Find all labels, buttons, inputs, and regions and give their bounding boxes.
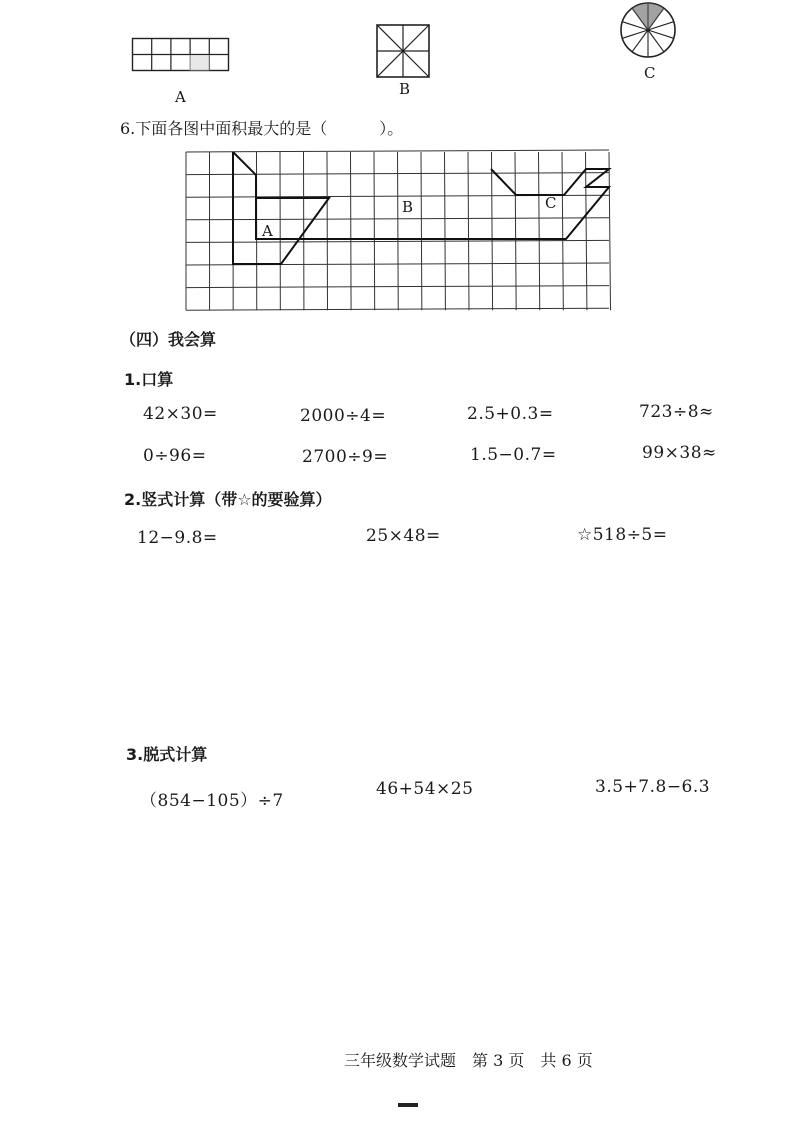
shape-c-label: C xyxy=(545,194,557,212)
question-6-prefix: 6.下面各图中面积最大的是（ xyxy=(120,119,328,138)
vertical-item-1: 12−9.8= xyxy=(137,528,218,548)
vertical-item-3: ☆518÷5= xyxy=(577,525,668,545)
question-6-suffix: ）。 xyxy=(379,119,404,138)
area-grid xyxy=(186,147,618,313)
stepwise-item-3: 3.5+7.8−6.3 xyxy=(595,777,711,797)
bottom-mark xyxy=(398,1103,418,1107)
oral-r1-4: 723÷8≈ xyxy=(639,402,714,422)
section-4-title: （四）我会算 xyxy=(120,330,217,349)
figure-b-label: B xyxy=(399,80,411,98)
oral-r2-3: 1.5−0.7= xyxy=(470,445,557,465)
shape-a xyxy=(233,152,329,264)
oral-r2-1: 0÷96= xyxy=(143,446,207,466)
shape-b-label: B xyxy=(402,198,414,216)
shape-a-label: A xyxy=(262,222,273,240)
figure-c-label: C xyxy=(644,64,656,82)
figure-a-grid xyxy=(132,38,232,74)
vertical-title: 2.竖式计算（带☆的要验算） xyxy=(124,490,332,509)
figure-c-circle xyxy=(619,0,677,62)
page-footer: 三年级数学试题 第 3 页 共 6 页 xyxy=(344,1051,593,1070)
vertical-item-2: 25×48= xyxy=(366,526,441,546)
oral-r1-3: 2.5+0.3= xyxy=(467,404,554,424)
oral-r2-4: 99×38≈ xyxy=(642,443,717,463)
figure-b-square xyxy=(376,24,432,80)
figure-a-label: A xyxy=(175,88,186,106)
stepwise-title: 3.脱式计算 xyxy=(126,745,208,764)
oral-r1-2: 2000÷4= xyxy=(300,406,387,426)
oral-title: 1.口算 xyxy=(124,370,174,389)
oral-r2-2: 2700÷9= xyxy=(302,447,389,467)
oral-r1-1: 42×30= xyxy=(143,404,218,424)
question-6 xyxy=(120,116,403,139)
stepwise-item-1: （854−105）÷7 xyxy=(140,791,284,811)
stepwise-item-2: 46+54×25 xyxy=(376,779,474,799)
